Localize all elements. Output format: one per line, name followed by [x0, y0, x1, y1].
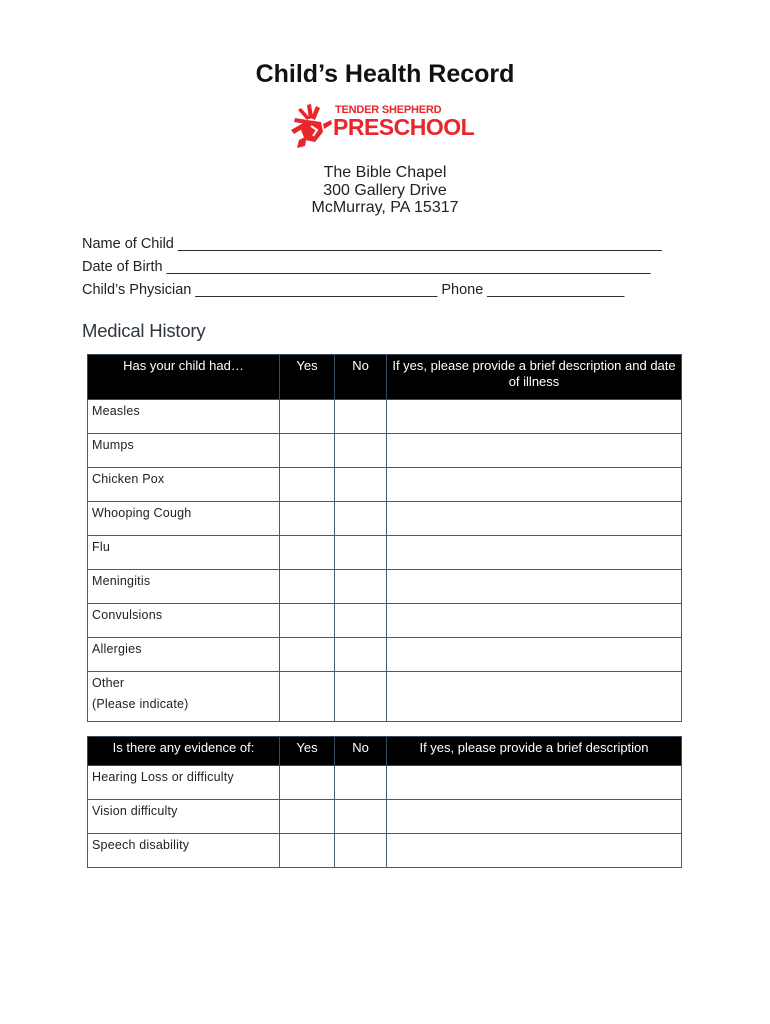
header-description: If yes, please provide a brief description: [387, 737, 682, 766]
address-block: [0, 164, 770, 217]
condition-label-other: [88, 672, 280, 722]
description-cell[interactable]: [387, 604, 682, 638]
phone-field[interactable]: Phone _________________: [441, 282, 625, 298]
header-yes: Yes: [280, 737, 335, 766]
no-cell[interactable]: [335, 800, 387, 834]
table-header-row: [88, 737, 682, 766]
evidence-label: Vision difficulty: [88, 800, 280, 834]
no-cell[interactable]: [335, 834, 387, 868]
other-label: Other: [92, 676, 125, 690]
table-row: [88, 536, 682, 570]
hands-logo-icon: [285, 100, 335, 150]
yes-cell[interactable]: [280, 502, 335, 536]
no-cell[interactable]: [335, 766, 387, 800]
description-cell[interactable]: [387, 468, 682, 502]
table-row: [88, 834, 682, 868]
condition-label: Mumps: [88, 434, 280, 468]
address-line-1: The Bible Chapel: [323, 164, 447, 181]
header-no: No: [335, 355, 387, 400]
header-condition: Has your child had…: [88, 355, 280, 400]
table-row: [88, 502, 682, 536]
no-cell[interactable]: [335, 536, 387, 570]
description-cell[interactable]: [387, 536, 682, 570]
no-cell[interactable]: [335, 400, 387, 434]
medical-history-table: [87, 354, 682, 722]
address-line-3: McMurray, PA 15317: [311, 199, 459, 216]
name-of-child-field[interactable]: Name of Child ____________________________________________________________: [82, 236, 662, 252]
header-yes: Yes: [280, 355, 335, 400]
preschool-logo: [285, 100, 485, 150]
date-of-birth-field[interactable]: Date of Birth ____________________________________________________________: [82, 259, 651, 275]
yes-cell[interactable]: [280, 400, 335, 434]
table-row: [88, 638, 682, 672]
address-line-2: 300 Gallery Drive: [323, 181, 447, 199]
yes-cell[interactable]: [280, 672, 335, 722]
condition-label: Whooping Cough: [88, 502, 280, 536]
description-cell[interactable]: [387, 400, 682, 434]
table-row: [88, 766, 682, 800]
description-cell[interactable]: [387, 570, 682, 604]
description-cell[interactable]: [387, 834, 682, 868]
table-row: [88, 434, 682, 468]
condition-label: Flu: [88, 536, 280, 570]
no-cell[interactable]: [335, 604, 387, 638]
table-row-other: [88, 672, 682, 722]
physician-field-row: [82, 282, 702, 298]
condition-label: Meningitis: [88, 570, 280, 604]
condition-label: Allergies: [88, 638, 280, 672]
table-row: [88, 800, 682, 834]
section-title: Medical History: [82, 320, 206, 341]
evidence-label: Hearing Loss or difficulty: [88, 766, 280, 800]
description-cell[interactable]: [387, 672, 682, 722]
table-header-row: [88, 355, 682, 400]
table-row: [88, 604, 682, 638]
no-cell[interactable]: [335, 502, 387, 536]
yes-cell[interactable]: [280, 570, 335, 604]
no-cell[interactable]: [335, 570, 387, 604]
logo-line-2: PRESCHOOL: [333, 114, 475, 140]
header-no: No: [335, 737, 387, 766]
logo-line-1: TENDER SHEPHERD: [335, 104, 442, 116]
no-cell[interactable]: [335, 638, 387, 672]
yes-cell[interactable]: [280, 766, 335, 800]
yes-cell[interactable]: [280, 434, 335, 468]
description-cell[interactable]: [387, 800, 682, 834]
yes-cell[interactable]: [280, 638, 335, 672]
condition-label: Chicken Pox: [88, 468, 280, 502]
page-title: Child’s Health Record: [255, 60, 515, 88]
description-cell[interactable]: [387, 638, 682, 672]
no-cell[interactable]: [335, 672, 387, 722]
yes-cell[interactable]: [280, 604, 335, 638]
yes-cell[interactable]: [280, 536, 335, 570]
header-evidence: Is there any evidence of:: [88, 737, 280, 766]
other-note: (Please indicate): [92, 697, 189, 711]
physician-field[interactable]: Child’s Physician ______________________________: [82, 282, 438, 298]
header-description: If yes, please provide a brief description and date of illness: [387, 355, 682, 400]
condition-label: Convulsions: [88, 604, 280, 638]
yes-cell[interactable]: [280, 834, 335, 868]
condition-label: Measles: [88, 400, 280, 434]
no-cell[interactable]: [335, 434, 387, 468]
yes-cell[interactable]: [280, 468, 335, 502]
evidence-table: [87, 736, 682, 868]
table-row: [88, 400, 682, 434]
description-cell[interactable]: [387, 434, 682, 468]
description-cell[interactable]: [387, 766, 682, 800]
description-cell[interactable]: [387, 502, 682, 536]
table-row: [88, 468, 682, 502]
no-cell[interactable]: [335, 468, 387, 502]
table-row: [88, 570, 682, 604]
yes-cell[interactable]: [280, 800, 335, 834]
evidence-label: Speech disability: [88, 834, 280, 868]
